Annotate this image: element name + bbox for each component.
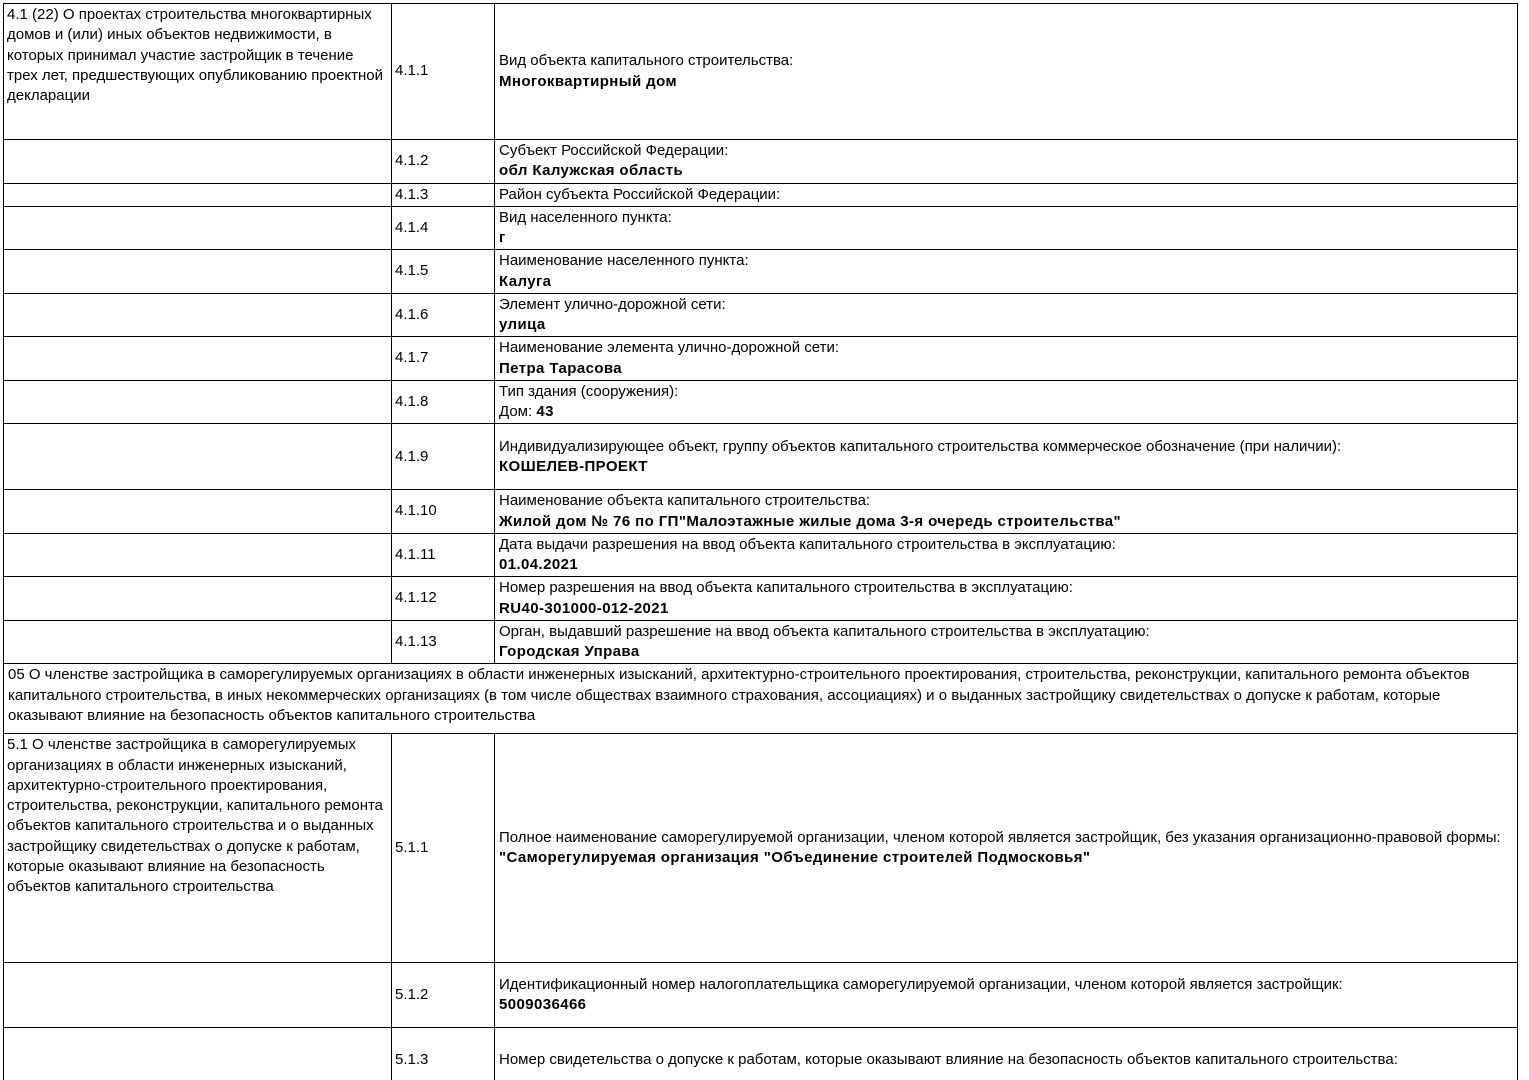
field-value-line (499, 72, 1513, 92)
section-description-cell (4, 140, 392, 184)
table-row (4, 533, 1518, 577)
field-value: 5009036466 (499, 996, 587, 1014)
item-code: 4.1.9 (392, 424, 495, 490)
section-description-cell (4, 293, 392, 337)
field-value: 01.04.2021 (499, 556, 579, 573)
field-cell (495, 1028, 1518, 1080)
field-label: Наименование объекта капитального строительства: (499, 492, 871, 510)
field-value: Жилой дом № 76 по ГП"Малоэтажные жилые дома 3-я очередь строительства" (499, 512, 1121, 530)
section-description-cell: 5.1 О членстве застройщика в саморегулируемых организациях в области инженерных изысканий, архитектурно-строительного проектирования, строительства, реконструкции, капитального ремонта объектов капитального строительства и о выданных застройщику свидетельствах о допуске к работам, которые оказывают влияние на безопасность объектов капитального строительства (4, 734, 392, 963)
item-code: 4.1.7 (392, 337, 495, 381)
field-label: Идентификационный номер налогоплательщика саморегулируемой организации, членом которой является застройщик: (499, 976, 1343, 993)
field-value: обл Калужская область (499, 162, 684, 180)
field-cell (495, 963, 1518, 1028)
table-row (4, 380, 1518, 424)
field-value: улица (499, 316, 546, 333)
field-cell (495, 380, 1518, 424)
field-value-line (499, 848, 1513, 868)
table-row (4, 140, 1518, 184)
section-description-cell (4, 250, 392, 294)
section-header: 05 О членстве застройщика в саморегулируемых организациях в области инженерных изысканий, архитектурно-строительного проектирования, строительства, реконструкции, капитального ремонта объектов капитального строительства, в иных некоммерческих организациях (в том числе обществах взаимного страхования, ассоциациях) и о выданных застройщику свидетельствах о допуске к работам, которые оказывают влияние на безопасность объектов капитального строительства (4, 664, 1518, 734)
field-value-line (499, 315, 1513, 335)
field-value: 43 (536, 403, 554, 420)
project-declaration-table (3, 3, 1518, 1080)
field-value: Городская Управа (499, 643, 640, 660)
item-code: 5.1.3 (392, 1028, 495, 1080)
field-label: Тип здания (сооружения): (499, 382, 679, 400)
field-value-line (499, 272, 1513, 292)
item-code: 5.1.2 (392, 963, 495, 1028)
field-label: Наименование населенного пункта: (499, 252, 749, 270)
section-description-cell (4, 963, 392, 1028)
section-description-cell (4, 380, 392, 424)
field-label: Вид населенного пункта: (499, 208, 672, 226)
field-value-line (499, 228, 1513, 248)
field-label: Номер разрешения на ввод объекта капитального строительства в эксплуатацию: (499, 579, 1073, 597)
field-cell (495, 140, 1518, 184)
field-cell (495, 533, 1518, 577)
table-row (4, 250, 1518, 294)
field-value-line (499, 995, 1513, 1015)
item-code: 5.1.1 (392, 734, 495, 963)
table-row (4, 620, 1518, 664)
item-code: 4.1.6 (392, 293, 495, 337)
field-value: Многоквартирный дом (499, 72, 677, 90)
section-header-row (4, 664, 1518, 734)
field-label: Элемент улично-дорожной сети: (499, 295, 726, 313)
field-value-line (499, 402, 1513, 422)
field-value: RU40-301000-012-2021 (499, 599, 669, 617)
field-label: Индивидуализирующее объект, группу объектов капитального строительства коммерческое обозначение (при наличии): (499, 437, 1342, 455)
table-row (4, 734, 1518, 963)
field-label: Субъект Российской Федерации: (499, 142, 729, 159)
field-value: "Саморегулируемая организация "Объединение строителей Подмосковья" (499, 849, 1091, 867)
field-cell (495, 250, 1518, 294)
field-cell (495, 206, 1518, 250)
section-description-cell (4, 1028, 392, 1080)
field-value-line (499, 359, 1513, 379)
field-label: Вид объекта капитального строительства: (499, 52, 794, 70)
table-row (4, 183, 1518, 206)
section-description-cell (4, 183, 392, 206)
section-description-cell (4, 424, 392, 490)
table-row (4, 4, 1518, 140)
item-code: 4.1.5 (392, 250, 495, 294)
item-code: 4.1.3 (392, 183, 495, 206)
field-cell (495, 734, 1518, 963)
item-code: 4.1.11 (392, 533, 495, 577)
field-label: Полное наименование саморегулируемой организации, членом которой является застройщик, без указания организационно-правовой формы: (499, 829, 1501, 846)
section-description-cell (4, 337, 392, 381)
field-cell (495, 337, 1518, 381)
item-code: 4.1.8 (392, 380, 495, 424)
field-cell (495, 4, 1518, 140)
item-code: 4.1.4 (392, 206, 495, 250)
section-description-cell (4, 490, 392, 534)
table-row (4, 577, 1518, 621)
field-cell (495, 577, 1518, 621)
item-code: 4.1.12 (392, 577, 495, 621)
section-description-cell: 4.1 (22) О проектах строительства многоквартирных домов и (или) иных объектов недвижимости, в которых принимал участие застройщик в течение трех лет, предшествующих опубликованию проектной декларации (4, 4, 392, 140)
field-label: Номер свидетельства о допуске к работам, которые оказывают влияние на безопасность объектов капитального строительства: (499, 1051, 1398, 1069)
field-value: Калуга (499, 272, 552, 290)
field-value-line (499, 642, 1513, 662)
field-value-line (499, 555, 1513, 575)
field-label: Наименование элемента улично-дорожной сети: (499, 339, 840, 357)
field-value-line (499, 457, 1513, 477)
table-row (4, 963, 1518, 1028)
field-value-line (499, 161, 1513, 181)
item-code: 4.1.2 (392, 140, 495, 184)
table-row (4, 490, 1518, 534)
field-value: г (499, 229, 506, 246)
field-label: Орган, выдавший разрешение на ввод объекта капитального строительства в эксплуатацию: (499, 622, 1150, 640)
table-row (4, 424, 1518, 490)
item-code: 4.1.13 (392, 620, 495, 664)
field-cell (495, 424, 1518, 490)
item-code: 4.1.1 (392, 4, 495, 140)
field-cell (495, 183, 1518, 206)
field-cell (495, 490, 1518, 534)
section-description-cell (4, 577, 392, 621)
field-cell (495, 293, 1518, 337)
field-cell (495, 620, 1518, 664)
section-description-cell (4, 620, 392, 664)
table-row (4, 293, 1518, 337)
field-value-line (499, 512, 1513, 532)
item-code: 4.1.10 (392, 490, 495, 534)
table-row (4, 206, 1518, 250)
table-row (4, 1028, 1518, 1080)
field-value-line (499, 599, 1513, 619)
section-description-cell (4, 206, 392, 250)
section-description-cell (4, 533, 392, 577)
field-value: Петра Тарасова (499, 359, 623, 377)
field-value-prefix: Дом: (499, 403, 537, 420)
field-label: Дата выдачи разрешения на ввод объекта капитального строительства в эксплуатацию: (499, 535, 1116, 553)
table-row (4, 337, 1518, 381)
field-value: КОШЕЛЕВ-ПРОЕКТ (499, 457, 648, 475)
field-label: Район субъекта Российской Федерации: (499, 185, 781, 203)
